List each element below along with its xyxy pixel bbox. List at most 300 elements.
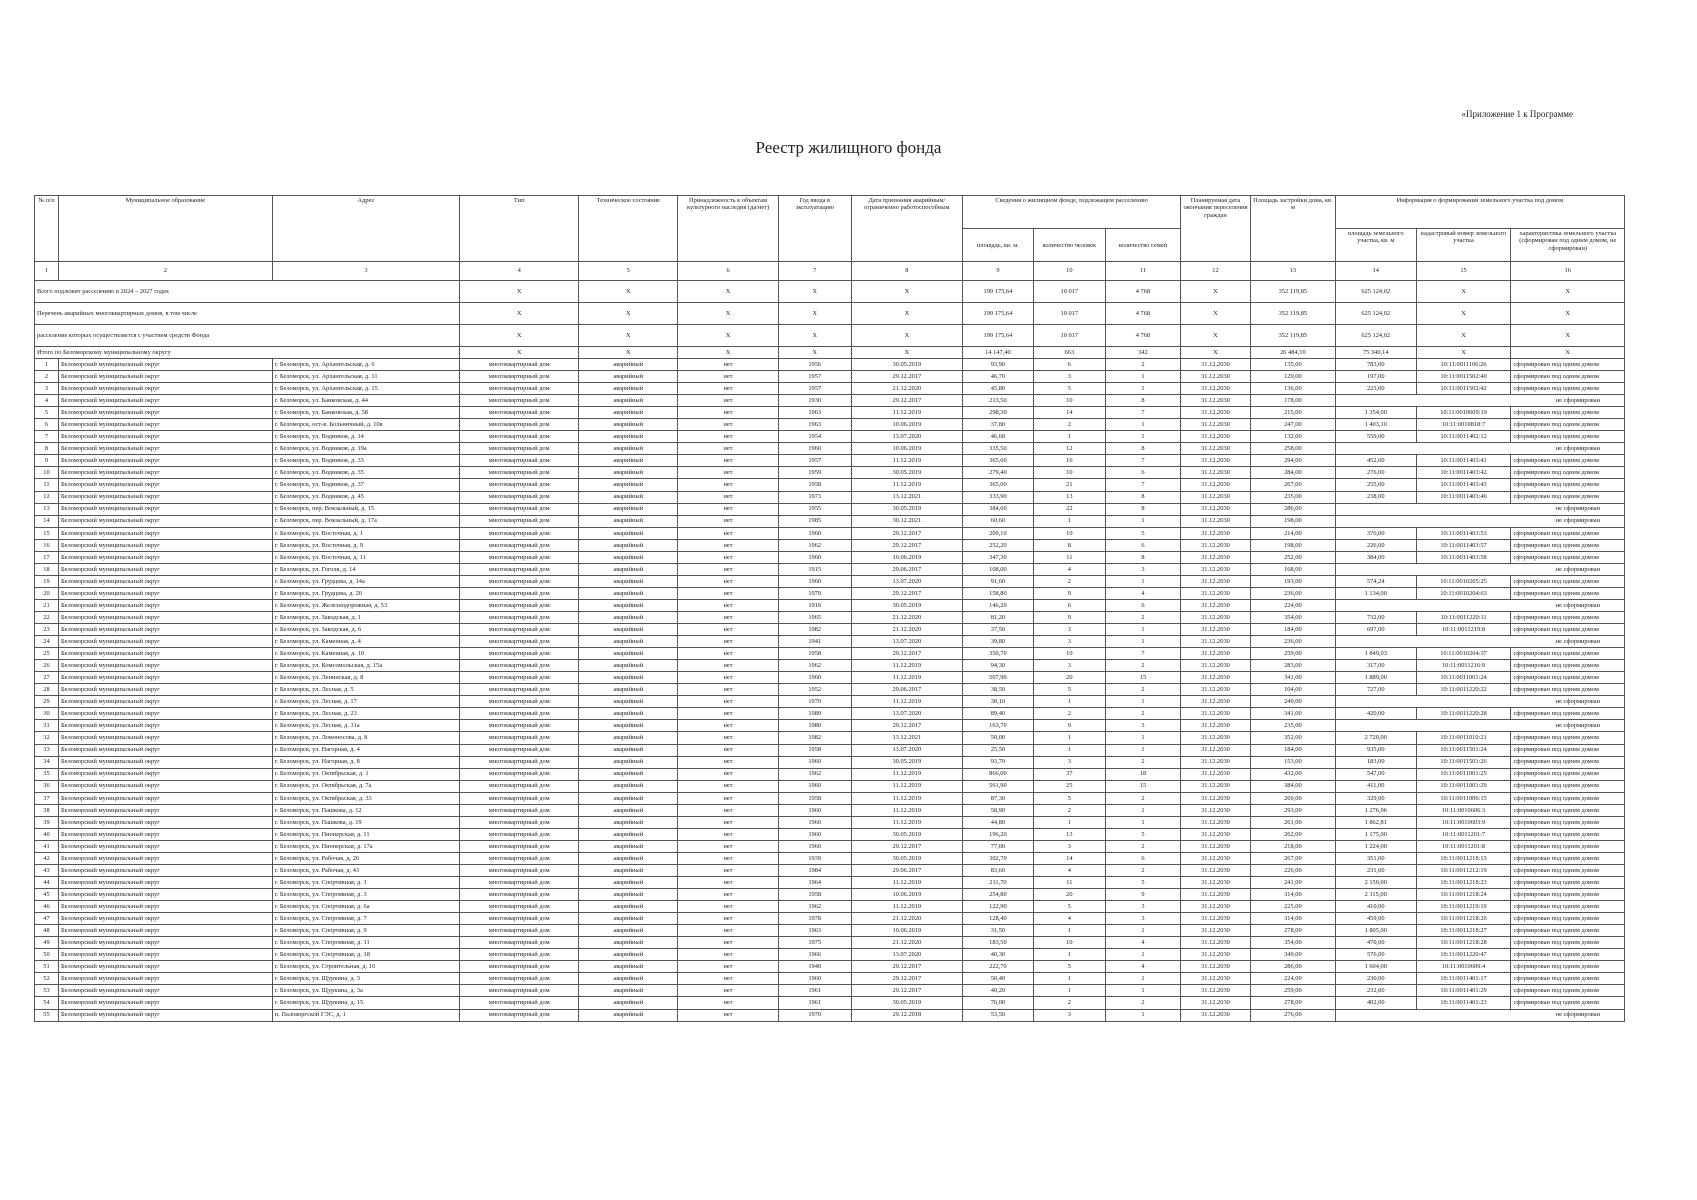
land-char-cell: не сформирован [1335,443,1624,455]
cell: 193,00 [1250,575,1335,587]
cell: 13 [1033,491,1105,503]
table-row [35,840,1625,852]
summary-label: Перечень аварийных многоквартирных домов, в том числе [35,303,460,325]
cell: 6 [1105,599,1180,611]
cell: многоквартирный дом [460,491,579,503]
cell: 6 [1105,467,1180,479]
cell: 284,00 [1250,467,1335,479]
cell: 2 [1105,864,1180,876]
cell: Х [1181,281,1251,303]
cell: 1 403,10 [1335,419,1416,431]
cell: 21.12.2020 [851,913,962,925]
cell: сформирован под одним домом [1511,708,1625,720]
cell: 128,40 [962,913,1033,925]
cell: 3 [1033,624,1105,636]
cell: нет [678,407,778,419]
cell: 38,50 [962,684,1033,696]
cell: Беломорский муниципальный округ [58,611,272,623]
cell: многоквартирный дом [460,1009,579,1021]
cell: 267,00 [1250,852,1335,864]
cell: 31.12.2030 [1181,744,1251,756]
cell: 15 [35,527,59,539]
land-char-cell: не сформирован [1335,636,1624,648]
table-row [35,949,1625,961]
cell: нет [678,527,778,539]
cell: 13.07.2020 [851,744,962,756]
cell: многоквартирный дом [460,563,579,575]
cell: Беломорский муниципальный округ [58,407,272,419]
cell: 1963 [778,925,851,937]
cell: г. Беломорск, ул. Пашкова, д. 12 [272,804,460,816]
cell: нет [678,961,778,973]
cell: сформирован под одним домом [1511,852,1625,864]
cell: аварийный [579,672,678,684]
cell: сформирован под одним домом [1511,816,1625,828]
cell: 31.12.2030 [1181,913,1251,925]
cell: 276,00 [1250,1009,1335,1021]
cell: многоквартирный дом [460,648,579,660]
cell: 21 [35,599,59,611]
cell: многоквартирный дом [460,792,579,804]
cell: 37,80 [962,419,1033,431]
cell: 31.12.2030 [1181,925,1251,937]
cell: 31.12.2030 [1181,515,1251,527]
table-row [35,768,1625,780]
cell: 4 [1033,563,1105,575]
cell: 75 340,14 [1335,347,1416,359]
cell: Х [1511,347,1625,359]
summary-row [35,281,1625,303]
cell: Беломорский муниципальный округ [58,672,272,684]
cell: 29.06.2017 [851,864,962,876]
cell: 10:11:0011001:29 [1416,780,1511,792]
cell: Х [1181,347,1251,359]
cell: 1960 [778,551,851,563]
cell: 5 [35,407,59,419]
cell: 44,80 [962,816,1033,828]
cell: нет [678,587,778,599]
table-row [35,455,1625,467]
header-year: Год ввода в эксплуатацию [778,196,851,262]
cell: 31.12.2030 [1181,816,1251,828]
header-people: количество человек [1033,229,1105,262]
cell: 10:11:0011401:29 [1416,985,1511,997]
cell: 5 [1033,383,1105,395]
cell: 1 [1033,985,1105,997]
cell: 15 [1105,672,1180,684]
cell: г. Беломорск, пер. Вокзальный, д. 15 [272,503,460,515]
cell: 17 [35,551,59,563]
cell: г. Беломорск, ул. Спортивная, д. 9 [272,925,460,937]
cell: 2 [35,371,59,383]
summary-rows [35,281,1625,359]
cell: нет [678,515,778,527]
cell: 376,00 [1335,527,1416,539]
cell: нет [678,467,778,479]
cell: многоквартирный дом [460,804,579,816]
cell: 178,00 [1250,395,1335,407]
cell: 625 124,02 [1335,325,1416,347]
cell: Беломорский муниципальный округ [58,636,272,648]
cell: аварийный [579,503,678,515]
cell: 1970 [778,696,851,708]
cell: многоквартирный дом [460,816,579,828]
cell: 31.12.2030 [1181,395,1251,407]
cell: 8 [1105,491,1180,503]
cell: сформирован под одним домом [1511,551,1625,563]
cell: аварийный [579,359,678,371]
cell: 13.12.2021 [851,732,962,744]
cell: 1 134,00 [1335,587,1416,599]
cell: 15 [1105,780,1180,792]
cell: 36 [35,780,59,792]
cell: Беломорский муниципальный округ [58,575,272,587]
cell: Беломорский муниципальный округ [58,587,272,599]
cell: 10:11:0011220:28 [1416,708,1511,720]
cell: 58,90 [962,804,1033,816]
cell: 10:11:0010818:7 [1416,419,1511,431]
cell: г. Беломорск, ул. Грудцева, д. 20 [272,587,460,599]
summary-label: Всего подлежит расселению в 2024 – 2027 годах [35,281,460,303]
cell: 3 [1105,720,1180,732]
cell: аварийный [579,816,678,828]
summary-label: Итого по Беломорскому муниципальному округу [35,347,460,359]
cell: 1 [1105,816,1180,828]
cell: г. Беломорск, ул. Ломоносова, д. 8 [272,732,460,744]
cell: 10:11:0010603:9 [1416,816,1511,828]
cell: 3 [1033,371,1105,383]
cell: 31.12.2030 [1181,648,1251,660]
cell: 31.12.2030 [1181,889,1251,901]
cell: аварийный [579,961,678,973]
cell: многоквартирный дом [460,467,579,479]
cell: 1955 [778,503,851,515]
table-row [35,744,1625,756]
cell: Беломорский муниципальный округ [58,624,272,636]
cell: 31.12.2030 [1181,660,1251,672]
cell: 12 [1181,262,1251,281]
cell: 1 [1105,575,1180,587]
cell: 625 124,02 [1335,281,1416,303]
cell: 1 354,00 [1335,407,1416,419]
cell: 47 [35,913,59,925]
cell: 19 [35,575,59,587]
cell: 2 720,00 [1335,732,1416,744]
cell: г. Беломорск, ул. Октябрьская, д. 33 [272,792,460,804]
cell: 31.12.2030 [1181,491,1251,503]
cell: сформирован под одним домом [1511,359,1625,371]
header-planned-date: Планируемая дата окончания переселения граждан [1181,196,1251,262]
cell: Беломорский муниципальный округ [58,925,272,937]
cell: 2 [1033,804,1105,816]
cell: аварийный [579,563,678,575]
cell: аварийный [579,949,678,961]
cell: 350,70 [962,648,1033,660]
cell: г. Беломорск, ул. Щуркина, д. 3 [272,973,460,985]
cell: 1960 [778,756,851,768]
cell: 10:11:0011403:42 [1416,467,1511,479]
cell: 335,50 [962,443,1033,455]
cell: нет [678,563,778,575]
table-row [35,864,1625,876]
table-row [35,395,1625,407]
cell: 2 150,00 [1335,877,1416,889]
cell: 31.12.2030 [1181,359,1251,371]
cell: сформирован под одним домом [1511,937,1625,949]
cell: 29.12.2017 [851,961,962,973]
cell: 29.12.2017 [851,371,962,383]
cell: 235,00 [1250,720,1335,732]
cell: Беломорский муниципальный округ [58,527,272,539]
cell: 2 [1105,840,1180,852]
cell: 241,00 [1250,877,1335,889]
cell: многоквартирный дом [460,768,579,780]
cell: 10 [1033,467,1105,479]
cell: г. Беломорск, ул. Водников, д. 33 [272,455,460,467]
header-land-info: Информация о формировании земельного участка под домом [1335,196,1624,229]
cell: 31.12.2030 [1181,455,1251,467]
cell: 21.12.2020 [851,611,962,623]
cell: 6 [35,419,59,431]
cell: нет [678,539,778,551]
cell: 11 [1033,877,1105,889]
cell: 10:11:0010204:63 [1416,587,1511,599]
header-tech-state: Техническое состояние [579,196,678,262]
cell: 547,00 [1335,768,1416,780]
cell: сформирован под одним домом [1511,383,1625,395]
cell: 10:11:0011403:43 [1416,479,1511,491]
cell: 9 [1033,611,1105,623]
cell: 1 [1033,732,1105,744]
cell: 1940 [778,961,851,973]
cell: 238,00 [1335,491,1416,503]
cell: 41 [35,840,59,852]
cell: г. Беломорск, ул. Пионерская, д. 11 [272,828,460,840]
cell: 30.05.2019 [851,599,962,611]
cell: 7 [1105,648,1180,660]
cell: 1960 [778,840,851,852]
cell: 279,40 [962,467,1033,479]
cell: 231,00 [1335,864,1416,876]
cell: 214,00 [1250,527,1335,539]
cell: г. Беломорск, ул. Лесная, д. 5 [272,684,460,696]
cell: 2 [1033,708,1105,720]
cell: нет [678,949,778,961]
cell: 29.12.2017 [851,527,962,539]
cell: 31.12.2030 [1181,720,1251,732]
cell: нет [678,816,778,828]
cell: 1958 [778,792,851,804]
cell: 697,00 [1335,624,1416,636]
cell: 23 [35,624,59,636]
cell: 54 [35,997,59,1009]
cell: 1963 [778,419,851,431]
cell: Беломорский муниципальный округ [58,985,272,997]
cell: 53,50 [962,1009,1033,1021]
cell: 31.12.2030 [1181,563,1251,575]
cell: 1963 [778,407,851,419]
cell: 561,90 [962,780,1033,792]
cell: аварийный [579,768,678,780]
cell: сформирован под одним домом [1511,732,1625,744]
cell: 22 [1033,503,1105,515]
cell: 3 [1033,636,1105,648]
cell: г. Беломорск, ул. Спортивная, д. 3 [272,889,460,901]
cell: Беломорский муниципальный округ [58,443,272,455]
cell: 10:11:0011220:11 [1416,611,1511,623]
cell: 50 [35,949,59,961]
cell: 247,00 [1250,419,1335,431]
cell: сформирован под одним домом [1511,527,1625,539]
cell: 24 [35,636,59,648]
cell: аварийный [579,611,678,623]
cell: 8 [851,262,962,281]
cell: сформирован под одним домом [1511,744,1625,756]
cell: 235,00 [1250,491,1335,503]
cell: 13.07.2020 [851,949,962,961]
cell: нет [678,889,778,901]
cell: г. Беломорск, ул. Водников, д. 19а [272,443,460,455]
cell: 60,60 [962,515,1033,527]
cell: нет [678,828,778,840]
cell: 31.12.2030 [1181,901,1251,913]
cell: 1954 [778,431,851,443]
cell: 1 [1033,515,1105,527]
cell: 146,20 [962,599,1033,611]
cell: 31.12.2030 [1181,997,1251,1009]
cell: нет [678,551,778,563]
cell: 31.12.2030 [1181,732,1251,744]
cell: аварийный [579,925,678,937]
cell: г. Беломорск, ул. Восточная, д. 9 [272,539,460,551]
cell: 10 [1033,527,1105,539]
cell: 2 [1033,997,1105,1009]
table-row [35,997,1625,1009]
cell: 507,90 [962,672,1033,684]
cell: многоквартирный дом [460,708,579,720]
cell: 39,80 [962,636,1033,648]
cell: 6 [1033,599,1105,611]
cell: г. Беломорск, ул. Спортивная, д. 7 [272,913,460,925]
cell: 1964 [778,877,851,889]
cell: 1 [1105,371,1180,383]
cell: Х [460,325,579,347]
cell: нет [678,720,778,732]
cell: 10 017 [1033,281,1105,303]
cell: аварийный [579,985,678,997]
table-row [35,636,1625,648]
cell: аварийный [579,696,678,708]
cell: 10:11:0010609:19 [1416,407,1511,419]
cell: 8 [35,443,59,455]
cell: г. Беломорск, ул. Щуркина, д. 15 [272,997,460,1009]
cell: Беломорский муниципальный округ [58,744,272,756]
cell: 223,00 [1335,383,1416,395]
cell: многоквартирный дом [460,840,579,852]
cell: 255,00 [1335,479,1416,491]
cell: 31.12.2030 [1181,985,1251,997]
cell: 259,00 [1250,648,1335,660]
cell: 249,00 [1250,696,1335,708]
cell: г. Беломорск, ул. Лесная, д. 17 [272,696,460,708]
table-row [35,383,1625,395]
cell: 10 [1033,648,1105,660]
cell: 31.12.2030 [1181,708,1251,720]
cell: 11.12.2019 [851,792,962,804]
cell: 32 [35,732,59,744]
cell: 1965 [778,611,851,623]
cell: многоквартирный дом [460,587,579,599]
cell: 1 604,00 [1335,961,1416,973]
cell: многоквартирный дом [460,720,579,732]
cell: 293,00 [1250,804,1335,816]
cell: многоквартирный дом [460,985,579,997]
cell: многоквартирный дом [460,925,579,937]
cell: 28 [35,684,59,696]
cell: 29.12.2017 [851,395,962,407]
cell: 21.12.2020 [851,383,962,395]
cell: 184,00 [1250,624,1335,636]
cell: 11.12.2019 [851,768,962,780]
cell: 1960 [778,443,851,455]
cell: Х [460,303,579,325]
cell: 218,00 [1250,840,1335,852]
cell: Х [1416,303,1511,325]
cell: 1958 [778,744,851,756]
cell: нет [678,395,778,407]
cell: аварийный [579,877,678,889]
cell: 10.06.2019 [851,889,962,901]
cell: 11.12.2019 [851,780,962,792]
cell: Х [579,281,678,303]
summary-row [35,325,1625,347]
cell: Х [678,325,778,347]
cell: Х [1416,347,1511,359]
cell: 1 [1105,804,1180,816]
table-row [35,563,1625,575]
cell: 10:11:0011212:19 [1416,864,1511,876]
cell: 183,00 [1335,756,1416,768]
table-row [35,913,1625,925]
cell: сформирован под одним домом [1511,660,1625,672]
cell: 261,00 [1250,816,1335,828]
cell: 27 [35,672,59,684]
header-land-char: характеристика земельного участка (сформирован под одним домом, не сформирован) [1511,229,1625,262]
cell: 4 [460,262,579,281]
cell: 1 805,00 [1335,925,1416,937]
cell: 30.05.2019 [851,852,962,864]
cell: 21.12.2020 [851,624,962,636]
cell: аварийный [579,744,678,756]
cell: 11.12.2019 [851,816,962,828]
table-row [35,515,1625,527]
cell: 1959 [778,467,851,479]
land-char-cell: не сформирован [1335,599,1624,611]
cell: Беломорский муниципальный округ [58,419,272,431]
cell: нет [678,636,778,648]
cell: 10:11:0011401:17 [1416,973,1511,985]
cell: 29.12.2018 [851,1009,962,1021]
cell: 10:11:0011218:24 [1416,889,1511,901]
cell: сформирован под одним домом [1511,587,1625,599]
cell: многоквартирный дом [460,949,579,961]
cell: многоквартирный дом [460,877,579,889]
cell: 31.12.2030 [1181,624,1251,636]
cell: многоквартирный дом [460,575,579,587]
cell: 470,00 [1335,937,1416,949]
table-row [35,599,1625,611]
cell: 10:11:0011010:21 [1416,732,1511,744]
